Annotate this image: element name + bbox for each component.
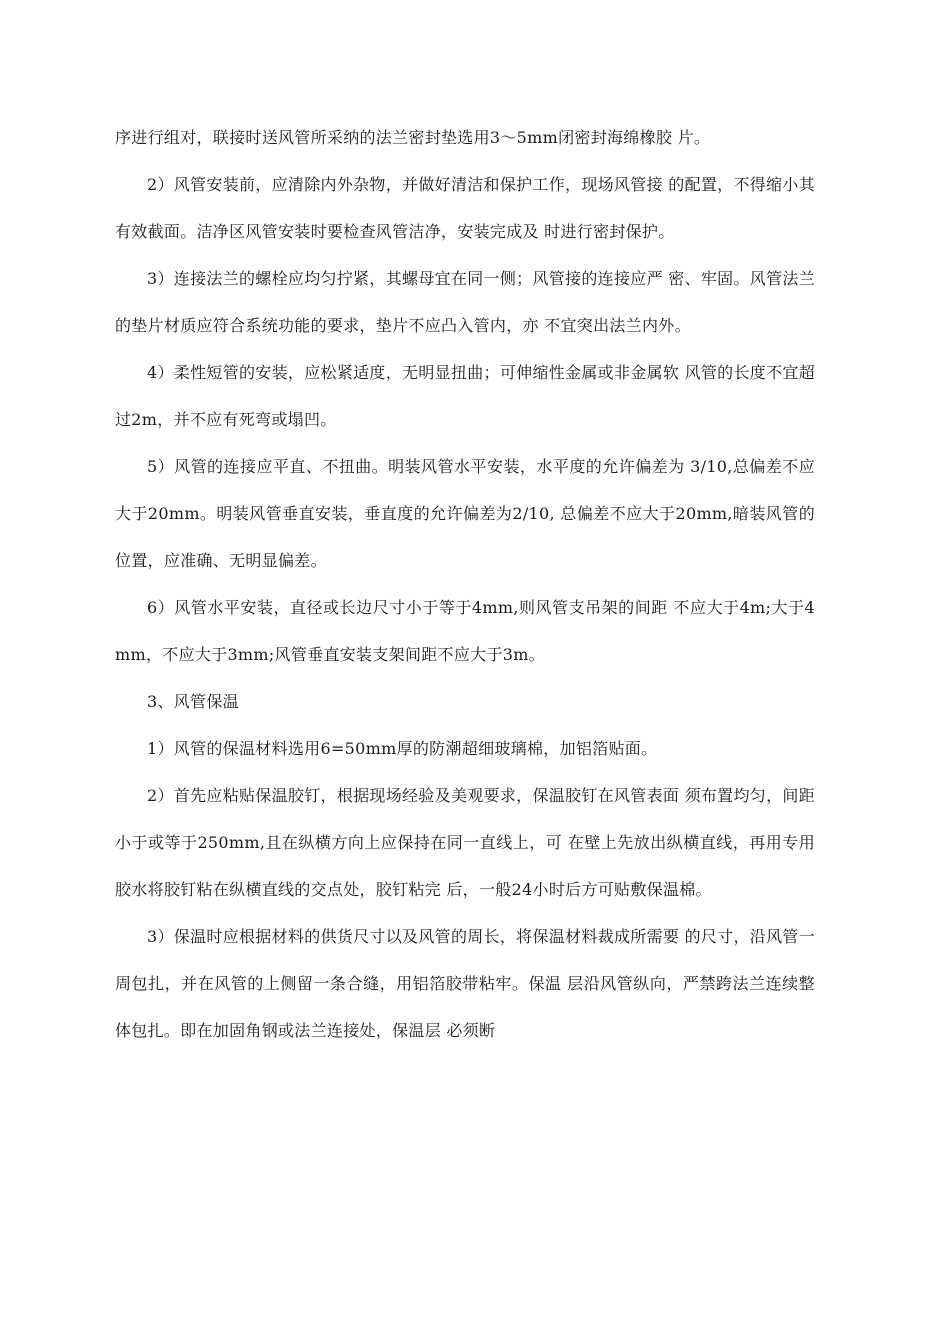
paragraph-continuation: 序进行组对，联接时送风管所采纳的法兰密封垫选用3〜5mm闭密封海绵橡胶 片。 <box>115 128 711 147</box>
paragraph-insulation-2: 2）首先应粘贴保温胶钉，根据现场经验及美观要求，保温胶钉在风管表面 须布置均匀，间距小于或等于250mm,且在纵横方向上应保持在同一直线上，可 在壁上先放出纵横直线，再用专用胶水将胶钉粘在纵横直线的交点处，胶钉粘完 后，一般24小时后方可贴敷保温棉。 <box>115 786 815 899</box>
paragraph-item-3: 3）连接法兰的螺栓应均匀拧紧，其螺母宜在同一侧；风管接的连接应严 密、牢固。风管法兰的垫片材质应符合系统功能的要求，垫片不应凸入管内，亦 不宜突出法兰内外。 <box>115 269 815 335</box>
document-body <box>115 114 815 1054</box>
paragraph-insulation-1: 1）风管的保温材料选用6=50mm厚的防潮超细玻璃棉，加铝箔贴面。 <box>147 739 658 758</box>
section-heading-duct-insulation: 3、风管保温 <box>147 692 239 711</box>
paragraph-item-4: 4）柔性短管的安装，应松紧适度，无明显扭曲；可伸缩性金属或非金属软 风管的长度不宜超过2m，并不应有死弯或塌凹。 <box>115 363 815 429</box>
paragraph-item-2: 2）风管安装前，应清除内外杂物，并做好清洁和保护工作，现场风管接 的配置，不得缩小其有效截面。洁净区风管安装时要检查风管洁净，安装完成及 时进行密封保护。 <box>115 175 815 241</box>
paragraph-item-6: 6）风管水平安装，直径或长边尺寸小于等于4mm,则风管支吊架的间距 不应大于4m;大于4mm，不应大于3mm;风管垂直安装支架间距不应大于3m。 <box>115 598 815 664</box>
paragraph-item-5: 5）风管的连接应平直、不扭曲。明装风管水平安装，水平度的允许偏差为 3/10,总偏差不应大于20mm。明装风管垂直安装，垂直度的允许偏差为2/10, 总偏差不应大于20mm,暗装风管的位置，应准确、无明显偏差。 <box>115 457 815 570</box>
paragraph-insulation-3: 3）保温时应根据材料的供货尺寸以及风管的周长，将保温材料裁成所需要 的尺寸，沿风管一周包扎，并在风管的上侧留一条合缝，用铝箔胶带粘牢。保温 层沿风管纵向，严禁跨法兰连续整体包扎。即在加固角钢或法兰连接处，保温层 必须断 <box>115 927 815 1040</box>
